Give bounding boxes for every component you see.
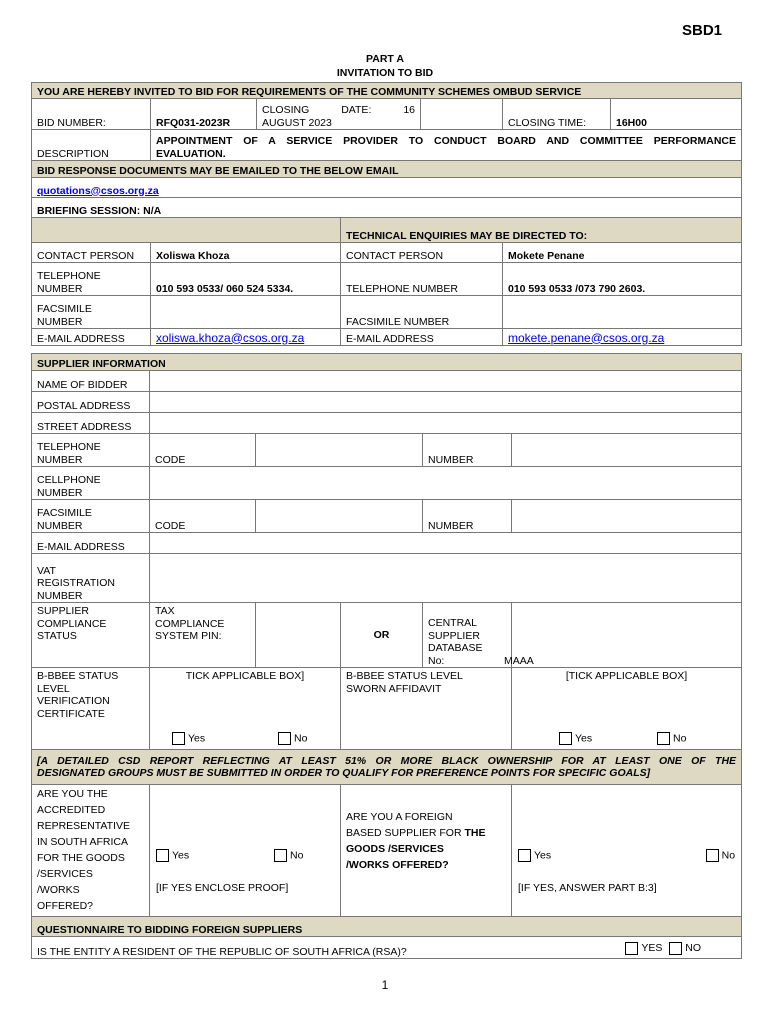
tech-telephone-label: TELEPHONE NUMBER bbox=[341, 263, 503, 296]
description-line1: APPOINTMENT OF A SERVICE PROVIDER TO CONDUCT BOARD AND COMMITTEE PERFORMANCE bbox=[156, 135, 737, 147]
supplier-line3: STATUS bbox=[37, 630, 77, 642]
checkbox-icon[interactable] bbox=[559, 732, 572, 745]
sworn-affidavit-tick-cell bbox=[512, 668, 742, 750]
telephone-label-line2: NUMBER bbox=[37, 282, 83, 295]
csd-label bbox=[423, 603, 512, 668]
supplier-facsimile-label bbox=[32, 500, 150, 533]
or-label: OR bbox=[341, 603, 423, 668]
telephone-label bbox=[32, 263, 151, 296]
foreign-line2a: BASED SUPPLIER FOR bbox=[346, 827, 465, 839]
resident-question: IS THE ENTITY A RESIDENT OF THE REPUBLIC OF SOUTH AFRICA (RSA)? bbox=[37, 945, 407, 958]
maaa-prefix: MAAA bbox=[504, 654, 534, 667]
cellphone-line2: NUMBER bbox=[37, 486, 83, 499]
sworn-affidavit-label bbox=[341, 668, 512, 750]
affidavit-no[interactable] bbox=[657, 732, 686, 745]
resident-options bbox=[625, 942, 701, 955]
sworn-line1: B-BBEE STATUS LEVEL bbox=[346, 670, 463, 682]
sworn-line2: SWORN AFFIDAVIT bbox=[346, 682, 442, 695]
postal-address-label: POSTAL ADDRESS bbox=[32, 392, 150, 413]
tech-email-cell bbox=[503, 329, 742, 346]
no-label: No bbox=[290, 849, 304, 862]
name-of-bidder-input[interactable] bbox=[150, 371, 742, 392]
email-link[interactable]: xoliswa.khoza@csos.org.za bbox=[156, 330, 305, 345]
accredited-line: OFFERED? bbox=[37, 900, 94, 912]
affidavit-yes[interactable] bbox=[559, 732, 592, 745]
facsimile-label-line1: FACSIMILE bbox=[37, 303, 92, 315]
closing-time: 16H00 bbox=[611, 99, 742, 130]
description bbox=[151, 130, 742, 161]
accredited-line: FOR THE GOODS bbox=[37, 852, 125, 864]
tech-contact-person: Mokete Penane bbox=[503, 243, 742, 263]
vat-label bbox=[32, 554, 150, 603]
foreign-yes[interactable] bbox=[518, 849, 551, 862]
description-label: DESCRIPTION bbox=[32, 130, 151, 161]
closing-date-spacer bbox=[421, 99, 503, 130]
accredited-no[interactable] bbox=[274, 849, 303, 862]
questionnaire-header: QUESTIONNAIRE TO BIDDING FOREIGN SUPPLIERS bbox=[32, 917, 742, 937]
accredited-line: ACCREDITED bbox=[37, 804, 106, 816]
yes-caps-label: YES bbox=[641, 942, 663, 955]
supplier-telephone-line2: NUMBER bbox=[37, 453, 83, 466]
checkbox-icon[interactable] bbox=[278, 732, 291, 745]
telephone-number-label: NUMBER bbox=[423, 434, 512, 467]
tick-box-left-label: TICK APPLICABLE BOX] bbox=[185, 670, 305, 682]
facsimile-number-input[interactable] bbox=[512, 500, 742, 533]
closing-time-label: CLOSING TIME: bbox=[503, 99, 611, 130]
tech-email-label: E-MAIL ADDRESS bbox=[341, 329, 503, 346]
bbbee-line1: B-BBEE STATUS bbox=[37, 670, 119, 682]
checkbox-icon[interactable] bbox=[172, 732, 185, 745]
briefing-session: BRIEFING SESSION: N/A bbox=[32, 198, 742, 218]
invitation-table bbox=[31, 82, 742, 346]
foreign-line2 bbox=[346, 825, 506, 841]
tax-line3: SYSTEM PIN: bbox=[155, 630, 222, 642]
supplier-line1: SUPPLIER bbox=[37, 605, 89, 617]
part-b-note: [IF YES, ANSWER PART B:3] bbox=[518, 882, 657, 894]
tax-pin-label bbox=[150, 603, 256, 668]
tech-facsimile-label: FACSIMILE NUMBER bbox=[341, 296, 503, 329]
email-cell bbox=[151, 329, 341, 346]
bbbee-certificate-label bbox=[32, 668, 150, 750]
tax-line1: TAX bbox=[155, 605, 175, 617]
resident-question-row bbox=[32, 937, 742, 959]
checkbox-icon[interactable] bbox=[274, 849, 287, 862]
checkbox-icon[interactable] bbox=[706, 849, 719, 862]
closing-date-value: AUGUST 2023 bbox=[262, 116, 332, 129]
form-code: SBD1 bbox=[681, 22, 722, 39]
supplier-telephone-label bbox=[32, 434, 150, 467]
no-label: No bbox=[721, 849, 736, 862]
tech-email-link[interactable]: mokete.penane@csos.org.za bbox=[508, 330, 665, 345]
csd-line4: No: bbox=[428, 654, 445, 667]
checkbox-icon[interactable] bbox=[625, 942, 638, 955]
closing-date-label: CLOSING DATE: 16 bbox=[262, 104, 415, 116]
csd-line2: SUPPLIER bbox=[428, 629, 480, 642]
supplier-info-header: SUPPLIER INFORMATION bbox=[32, 354, 742, 371]
accredited-question bbox=[32, 785, 150, 917]
facsimile-label-line2: NUMBER bbox=[37, 315, 83, 328]
facsimile-number-label: NUMBER bbox=[423, 500, 512, 533]
invitation-header: YOU ARE HEREBY INVITED TO BID FOR REQUIREMENTS OF THE COMMUNITY SCHEMES OMBUD SERVICE bbox=[32, 83, 742, 99]
cellphone-line1: CELLPHONE bbox=[37, 474, 101, 486]
vat-line1: VAT bbox=[37, 564, 56, 577]
telephone: 010 593 0533/ 060 524 5334. bbox=[151, 263, 341, 296]
vat-line2: REGISTRATION bbox=[37, 577, 115, 589]
tax-pin-input[interactable] bbox=[256, 603, 341, 668]
yes-label: Yes bbox=[172, 849, 190, 862]
yes-label: Yes bbox=[575, 732, 593, 745]
proof-note: [IF YES ENCLOSE PROOF] bbox=[156, 882, 289, 894]
bid-number-label: BID NUMBER: bbox=[32, 99, 151, 130]
facsimile-code-input[interactable] bbox=[256, 500, 423, 533]
foreign-line1: ARE YOU A FOREIGN bbox=[346, 811, 453, 823]
foreign-answer-cell bbox=[512, 785, 742, 917]
accredited-line: IN SOUTH AFRICA bbox=[37, 836, 129, 848]
technical-header-spacer bbox=[32, 218, 341, 243]
accredited-line: /SERVICES bbox=[37, 868, 93, 880]
telephone-code-input[interactable] bbox=[256, 434, 423, 467]
telephone-code-label: CODE bbox=[150, 434, 256, 467]
bbbee-line3: VERIFICATION bbox=[37, 695, 110, 707]
part-title: PART A bbox=[366, 53, 404, 65]
technical-header: TECHNICAL ENQUIRIES MAY BE DIRECTED TO: bbox=[341, 218, 742, 243]
tech-contact-person-label: CONTACT PERSON bbox=[341, 243, 503, 263]
bbbee-line4: CERTIFICATE bbox=[37, 707, 105, 720]
checkbox-icon[interactable] bbox=[518, 849, 531, 862]
foreign-line3: GOODS /SERVICES bbox=[346, 843, 444, 855]
street-address-input[interactable] bbox=[150, 413, 742, 434]
vat-input[interactable] bbox=[150, 554, 742, 603]
checkbox-icon[interactable] bbox=[669, 942, 682, 955]
csd-notice-line2: DESIGNATED GROUPS MUST BE SUBMITTED IN ORDER TO QUALIFY FOR PREFERENCE POINTS FOR SPECIFIC GOALS] bbox=[37, 767, 651, 779]
checkbox-icon[interactable] bbox=[156, 849, 169, 862]
bbbee-cert-yes[interactable] bbox=[172, 732, 205, 745]
facsimile-value[interactable] bbox=[151, 296, 341, 329]
checkbox-icon[interactable] bbox=[657, 732, 670, 745]
tick-box-right-label: [TICK APPLICABLE BOX] bbox=[565, 670, 688, 682]
part-subtitle: INVITATION TO BID bbox=[336, 67, 434, 79]
accredited-yes[interactable] bbox=[156, 849, 189, 862]
contact-person: Xoliswa Khoza bbox=[151, 243, 341, 263]
postal-address-input[interactable] bbox=[150, 392, 742, 413]
accredited-line: REPRESENTATIVE bbox=[37, 820, 130, 832]
yes-label: Yes bbox=[534, 849, 552, 862]
supplier-facsimile-line2: NUMBER bbox=[37, 519, 83, 532]
name-of-bidder-label: NAME OF BIDDER bbox=[32, 371, 150, 392]
supplier-email-label: E-MAIL ADDRESS bbox=[32, 533, 150, 554]
accredited-line: ARE YOU THE bbox=[37, 788, 108, 800]
accredited-line: /WORKS bbox=[37, 884, 80, 896]
bbbee-certificate-tick-cell bbox=[150, 668, 341, 750]
cellphone-input[interactable] bbox=[150, 467, 742, 500]
tech-telephone: 010 593 0533 /073 790 2603. bbox=[503, 263, 742, 296]
no-label: No bbox=[294, 732, 308, 745]
closing-date bbox=[257, 99, 421, 130]
supplier-telephone-line1: TELEPHONE bbox=[37, 441, 101, 453]
csd-input[interactable] bbox=[504, 603, 742, 668]
foreign-question bbox=[341, 785, 512, 917]
contact-person-label: CONTACT PERSON bbox=[32, 243, 151, 263]
supplier-line2: COMPLIANCE bbox=[37, 617, 107, 630]
bbbee-line2: LEVEL bbox=[37, 682, 70, 695]
quotations-email-cell bbox=[32, 178, 742, 198]
telephone-label-line1: TELEPHONE bbox=[37, 270, 101, 282]
supplier-email-input[interactable] bbox=[150, 533, 742, 554]
supplier-facsimile-line1: FACSIMILE bbox=[37, 507, 92, 519]
no-caps-label: NO bbox=[685, 942, 702, 955]
csd-notice bbox=[32, 750, 742, 785]
page-number: 1 bbox=[381, 978, 389, 992]
street-address-label: STREET ADDRESS bbox=[32, 413, 150, 434]
bid-number: RFQ031-2023R bbox=[151, 99, 257, 130]
vat-line3: NUMBER bbox=[37, 589, 83, 602]
cellphone-label bbox=[32, 467, 150, 500]
accredited-answer-cell bbox=[150, 785, 341, 917]
resident-yes[interactable] bbox=[625, 942, 662, 954]
csd-notice-line1: [A DETAILED CSD REPORT REFLECTING AT LEAST 51% OR MORE BLACK OWNERSHIP FOR AT LEAST ONE OF THE bbox=[37, 754, 737, 767]
no-label: No bbox=[673, 732, 687, 745]
description-line2: EVALUATION. bbox=[156, 147, 226, 160]
resident-no[interactable] bbox=[669, 942, 701, 954]
csd-line1: CENTRAL bbox=[428, 617, 478, 629]
yes-label: Yes bbox=[188, 732, 206, 745]
foreign-line2b: THE bbox=[464, 827, 486, 839]
telephone-number-input[interactable] bbox=[512, 434, 742, 467]
supplier-compliance-label bbox=[32, 603, 150, 668]
foreign-line4: /WORKS OFFERED? bbox=[346, 859, 449, 871]
email-label: E-MAIL ADDRESS bbox=[32, 329, 151, 346]
facsimile-label bbox=[32, 296, 151, 329]
tax-line2: COMPLIANCE bbox=[155, 617, 225, 630]
emailed-note: BID RESPONSE DOCUMENTS MAY BE EMAILED TO THE BELOW EMAIL bbox=[32, 161, 742, 178]
tech-facsimile-value[interactable] bbox=[503, 296, 742, 329]
csd-line3: DATABASE bbox=[428, 642, 483, 654]
bbbee-cert-no[interactable] bbox=[278, 732, 307, 745]
foreign-no[interactable] bbox=[706, 849, 735, 862]
quotations-email-link[interactable]: quotations@csos.org.za bbox=[37, 184, 159, 197]
facsimile-code-label: CODE bbox=[150, 500, 256, 533]
supplier-table bbox=[31, 353, 742, 959]
